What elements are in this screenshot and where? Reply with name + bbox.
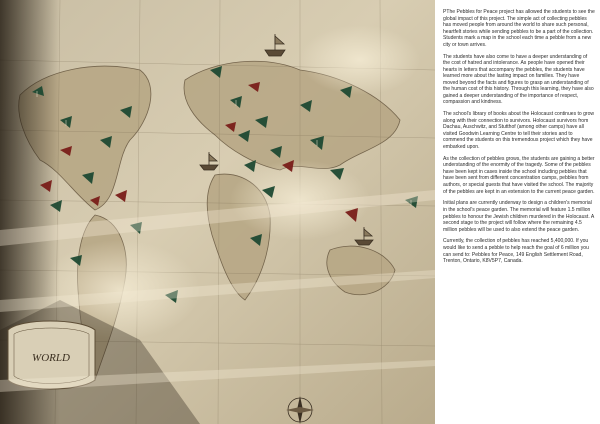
paragraph-collection: As the collection of pebbles grows, the students are gaining a better understanding of the enormity of the tragedy. Some of the pebbles have been kept in cases inside the school including pebbles that have been sent from different concentration camps, pebbles from authors, or special guests that have visited the school. The majority of the pebbles are kept in an extension to the current peace garden.: [443, 155, 595, 195]
paragraph-understanding: The students have also come to have a deeper understanding of the cost of hatred and intolerance. As people have opened their hearts in letters that accompany the pebbles, the students have learned more about the lasting impact on families. They have moved beyond the facts and figures to grasp an understanding of the human cost of this history. Through this learning, they have also gained a deeper understanding of the importance of respect, compassion and kindness.: [443, 53, 594, 106]
paragraph-intro: PThe Pebbles for Peace project has allowed the students to see the global impact of this project. The simple act of collecting pebbles has moved people from around the world to share such personal, heartfelt stories while sending pebbles to be a part of the collection. Students mark a map in the school each time a pebble from a new city or town arrives.: [443, 9, 595, 48]
paragraph-memorial: Initial plans are currently underway to design a children's memorial in the school's peace garden. The memorial will feature 1.5 million pebbles to honour the Jewish children murdered in the Holocaust. A second stage to the project will follow where the remaining 4.5 million pebbles will be used to also extend the peace garden.: [443, 200, 594, 233]
paragraph-library: The school's library of books about the Holocaust continues to grow along with their connection to survivors. Holocaust survivors from Dachau, Auschwitz, and Stutthof (among other camps) have all visited Goodwin Learning Centre to tell their stories and to commend the students on this tremendous project which they have embarked upon.: [443, 111, 595, 150]
map-title: WORLD: [32, 352, 70, 364]
paragraph-contact: Currently, the collection of pebbles has reached 5,400,000. If you would like to send a pebble to help reach the goal of 6 million you can send to: Pebbles for Peace, 149 English Settlement Road, Trenton, Ontario, K8V5P7, Canada.: [443, 238, 589, 265]
article-text: [443, 9, 595, 419]
